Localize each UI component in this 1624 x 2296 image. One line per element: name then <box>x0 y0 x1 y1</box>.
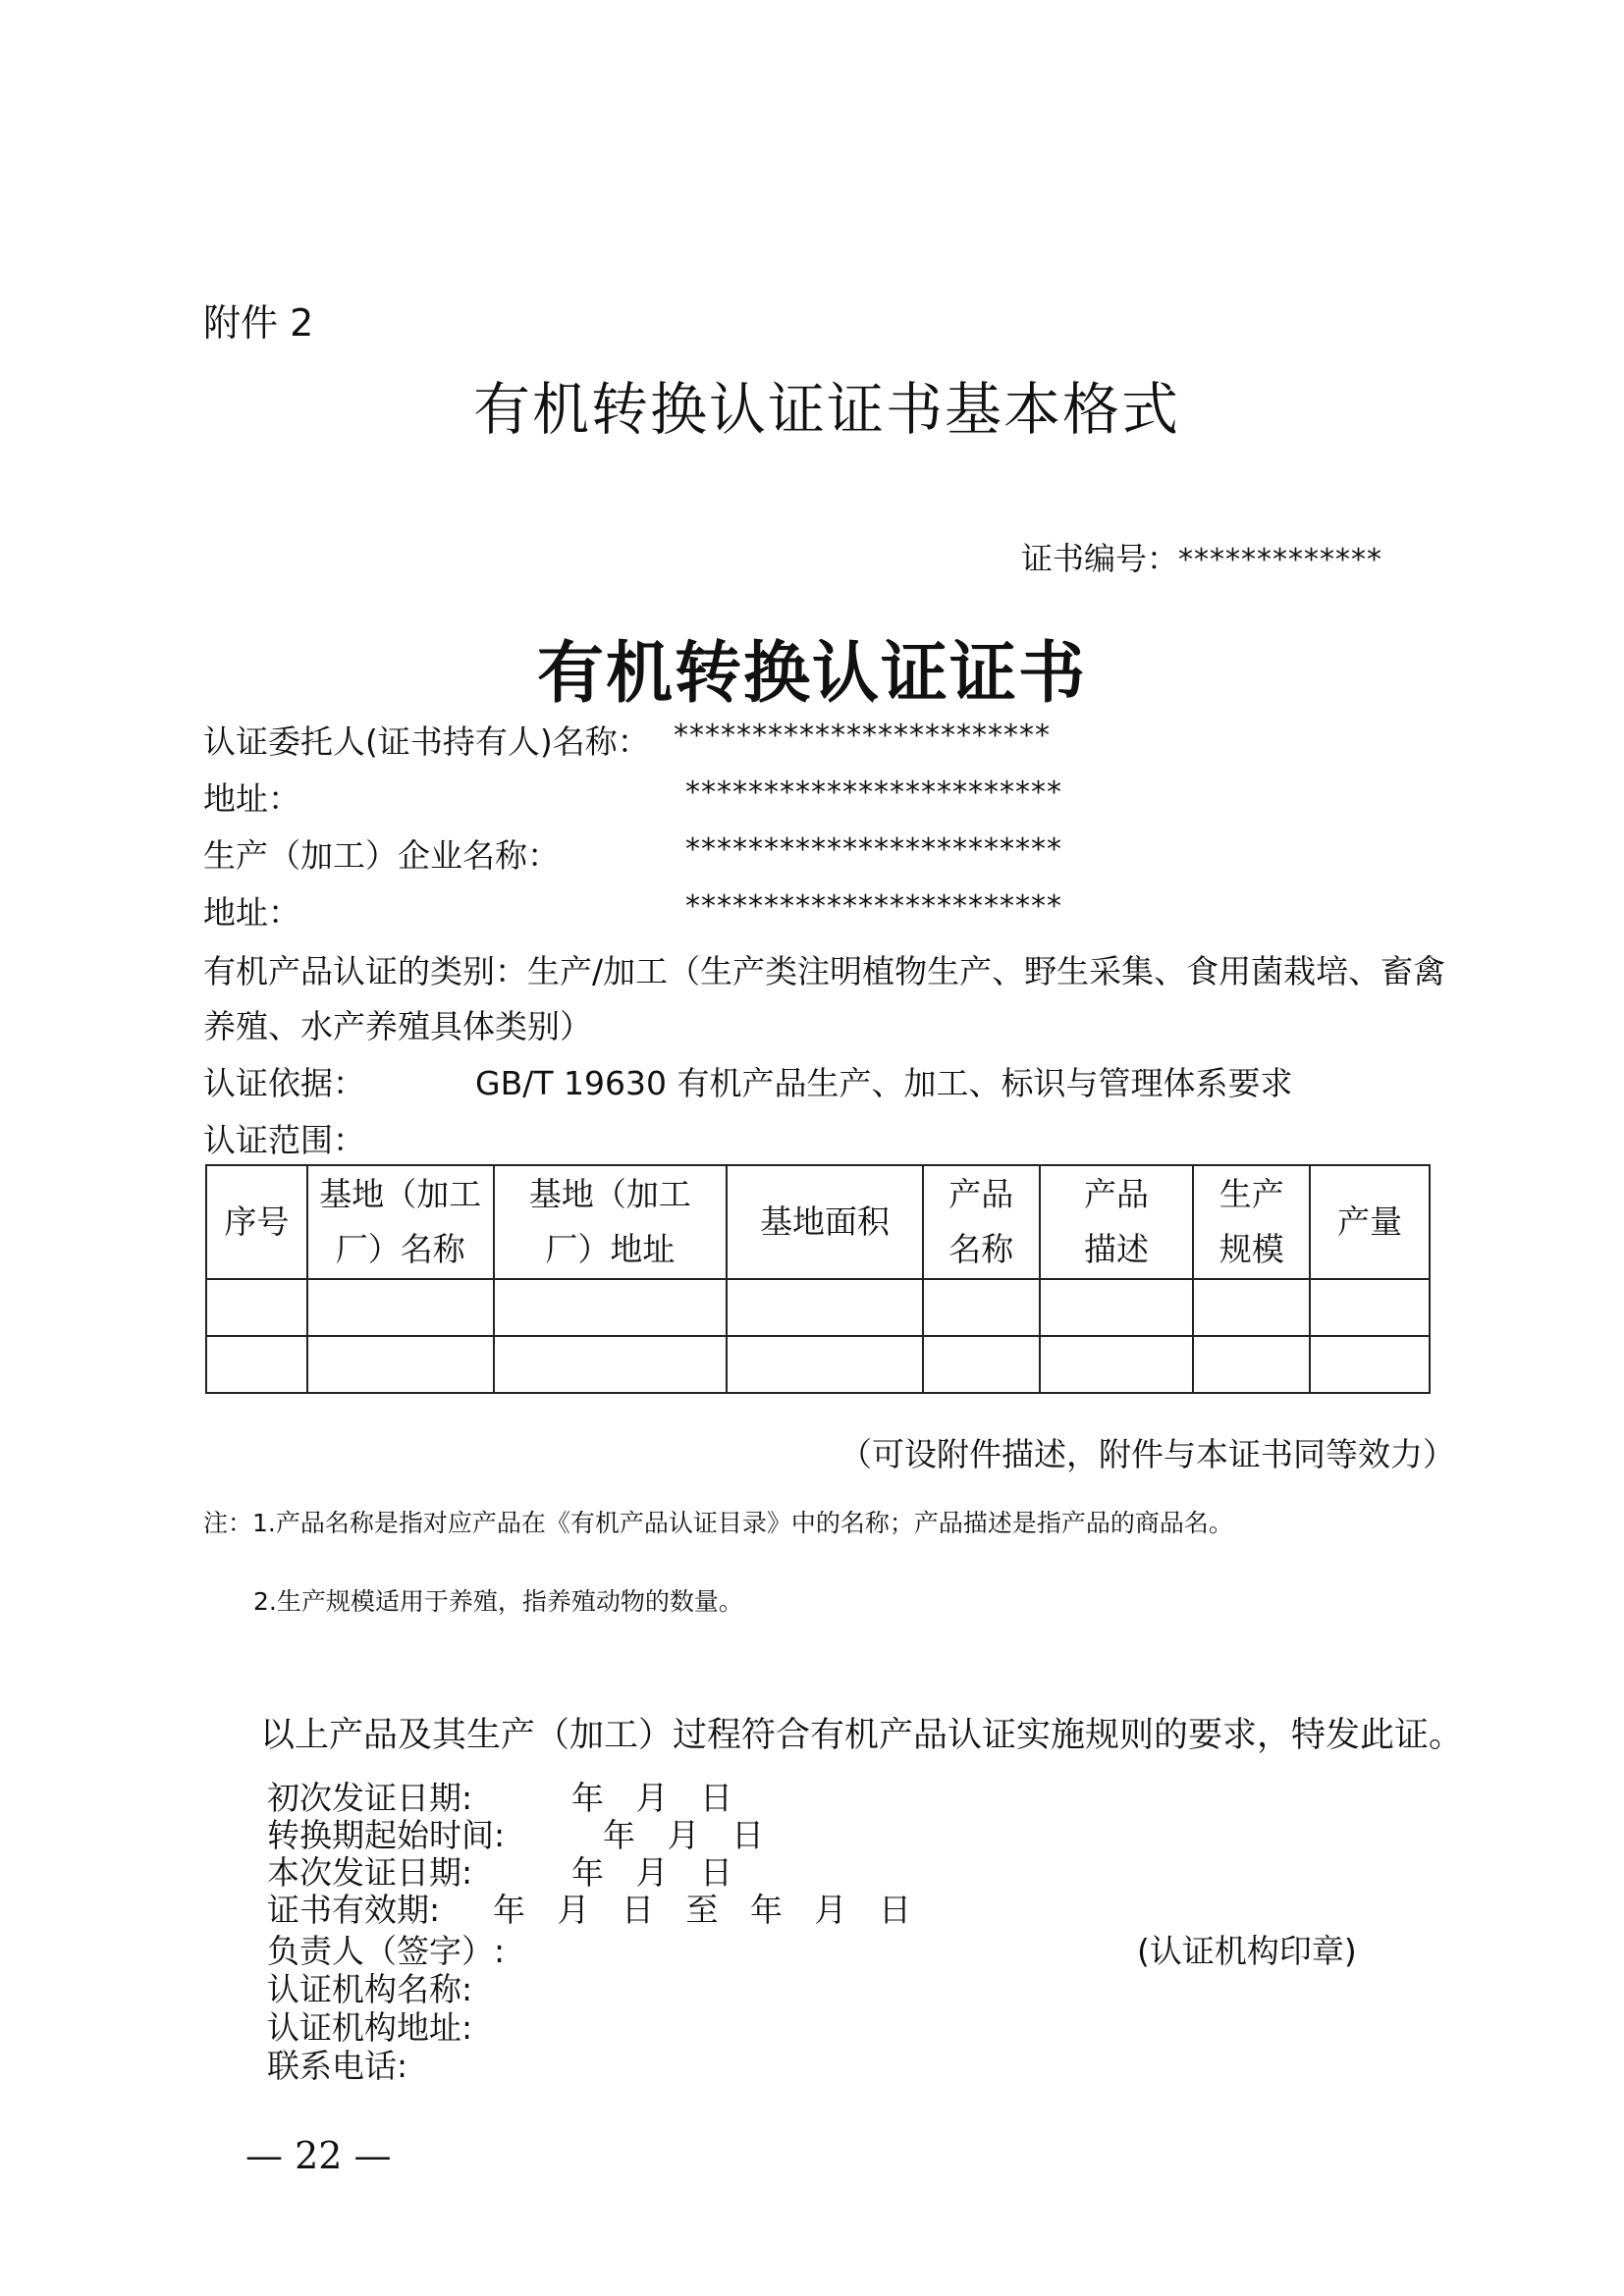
org-address-label: 认证机构地址: <box>267 2008 473 2047</box>
document-heading: 有机转换认证证书基本格式 <box>472 376 1180 443</box>
field-value: ************************ <box>674 719 1051 753</box>
header-cell: 生产 规模 <box>1193 1165 1310 1279</box>
table-row <box>206 1336 1430 1393</box>
table-cell <box>494 1336 728 1393</box>
header-cell: 基地（加工 厂）名称 <box>307 1165 494 1279</box>
date-label: 初次发证日期: <box>267 1779 473 1817</box>
certification-basis-value: GB/T 19630 有机产品生产、加工、标识与管理体系要求 <box>475 1064 1293 1102</box>
table-cell <box>1193 1336 1310 1393</box>
table-cell <box>1310 1279 1430 1336</box>
scope-table <box>205 1164 1431 1394</box>
header-cell: 产品 描述 <box>1040 1165 1194 1279</box>
certificate-title: 有机转换认证证书 <box>536 635 1087 713</box>
org-name-label: 认证机构名称: <box>267 1970 473 2008</box>
current-issue-date-value: 年 月 日 <box>571 1853 732 1892</box>
header-cell: 基地面积 <box>727 1165 923 1279</box>
table-row <box>206 1279 1430 1336</box>
table-header-row <box>206 1165 1430 1279</box>
issuance-statement: 以上产品及其生产（加工）过程符合有机产品认证实施规则的要求，特发此证。 <box>260 1716 1464 1755</box>
field-enterprise-name <box>203 830 560 877</box>
phone-label: 联系电话: <box>267 2047 408 2085</box>
table-cell <box>1040 1279 1194 1336</box>
table-cell <box>1040 1336 1194 1393</box>
table-cell <box>727 1336 923 1393</box>
validity-period-value: 年 月 日 至 年 月 日 <box>493 1891 911 1929</box>
field-enterprise-address <box>203 887 300 934</box>
table-cell <box>923 1336 1040 1393</box>
table-cell <box>206 1336 307 1393</box>
table-cell <box>307 1336 494 1393</box>
header-cell: 产量 <box>1310 1165 1430 1279</box>
field-label: 地址： <box>203 779 300 818</box>
category-line-1: 有机产品认证的类别：生产/加工（生产类注明植物生产、野生采集、食用菌栽培、畜禽 <box>203 952 1446 990</box>
certificate-number-label: 证书编号： <box>1021 540 1179 577</box>
field-holder-address <box>203 774 300 820</box>
validity-period <box>267 1885 440 1931</box>
table-cell <box>494 1279 728 1336</box>
signatory-label: 负责人（签字）: <box>267 1932 506 1970</box>
date-label: 转换期起始时间: <box>267 1816 506 1854</box>
header-cell: 基地（加工 厂）地址 <box>494 1165 728 1279</box>
certification-basis-label: 认证依据： <box>203 1064 365 1102</box>
field-value: ************************ <box>685 889 1062 924</box>
header-cell: 序号 <box>206 1165 307 1279</box>
scope-label: 认证范围： <box>203 1121 365 1159</box>
first-issue-date-value: 年 月 日 <box>571 1779 732 1817</box>
footnote-1: 注：1.产品名称是指对应产品在《有机产品认证目录》中的名称；产品描述是指产品的商品名。 <box>203 1509 1233 1537</box>
field-value: ************************ <box>685 832 1062 867</box>
category-line-2: 养殖、水产养殖具体类别） <box>203 1007 592 1045</box>
table-cell <box>307 1279 494 1336</box>
table-cell <box>727 1279 923 1336</box>
date-label: 证书有效期: <box>267 1891 441 1929</box>
table-cell <box>1193 1279 1310 1336</box>
field-value: ************************ <box>685 775 1062 810</box>
field-label: 认证委托人(证书持有人)名称： <box>203 722 650 761</box>
attachment-label: 附件 2 <box>203 301 314 345</box>
field-holder-name <box>203 717 650 763</box>
footnote-2: 2.生产规模适用于养殖，指养殖动物的数量。 <box>253 1587 743 1616</box>
certificate-number-value: ************* <box>1178 543 1383 577</box>
field-label: 地址： <box>203 893 300 932</box>
field-label: 生产（加工）企业名称： <box>203 836 560 875</box>
conversion-start-date-value: 年 月 日 <box>603 1816 764 1854</box>
date-label: 本次发证日期: <box>267 1853 473 1892</box>
certificate-number <box>1021 534 1382 579</box>
attachment-note: （可设附件描述，附件与本证书同等效力） <box>839 1435 1455 1473</box>
header-cell: 产品 名称 <box>923 1165 1040 1279</box>
table-cell <box>1310 1336 1430 1393</box>
table-cell <box>206 1279 307 1336</box>
table-cell <box>923 1279 1040 1336</box>
page-number: — 22 — <box>245 2134 392 2177</box>
seal-label: (认证机构印章) <box>1137 1932 1357 1970</box>
